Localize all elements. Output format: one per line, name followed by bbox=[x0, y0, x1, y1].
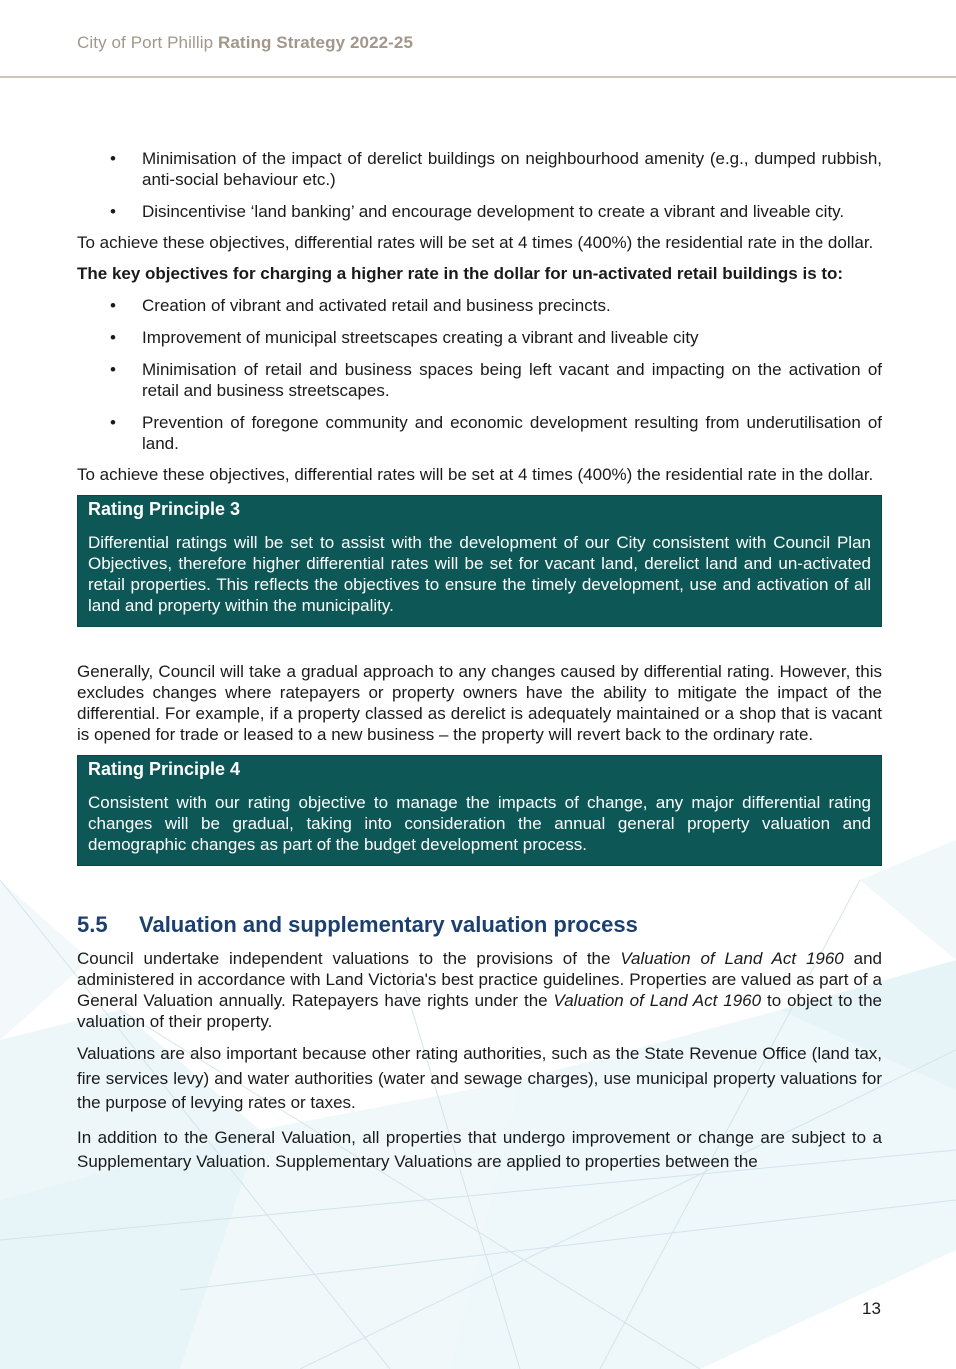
rating-principle-3-title: Rating Principle 3 bbox=[88, 499, 241, 519]
list-item: • Disincentivise ‘land banking’ and encourage development to create a vibrant and liveable city. bbox=[110, 202, 845, 221]
list-item: • Minimisation of retail and business spaces being left vacant and impacting on the activation of retail and business streetscapes. bbox=[110, 360, 882, 400]
page-header bbox=[0, 0, 956, 78]
section-title: Valuation and supplementary valuation process bbox=[139, 912, 638, 937]
page-number: 13 bbox=[862, 1299, 881, 1318]
header-org: City of Port Phillip bbox=[77, 33, 214, 52]
list-item: • Prevention of foregone community and economic development resulting from underutilisation of land. bbox=[110, 413, 882, 453]
rating-principle-4-title: Rating Principle 4 bbox=[88, 759, 241, 779]
rating-principle-4-body: Consistent with our rating objective to manage the impacts of change, any major differential rating changes will be gradual, taking into consideration the annual general property valuation and demographic changes as part of the budget development process. bbox=[88, 793, 871, 854]
bullet-icon: • bbox=[110, 296, 116, 315]
page-content bbox=[77, 148, 882, 1185]
paragraph-objectives-2: To achieve these objectives, differential rates will be set at 4 times (400%) the residential rate in the dollar. bbox=[77, 465, 874, 484]
paragraph-valuations-important: Valuations are also important because other rating authorities, such as the State Revenue Office (land tax, fire services levy) and water authorities (water and sewage charges), use municipal property valuations for the purpose of levying rates or taxes. bbox=[77, 1044, 882, 1112]
bullet-icon: • bbox=[110, 202, 116, 221]
paragraph-valuation: Council undertake independent valuations to the provisions of the Valuation of Land Act 1960 and administered in accordance with Land Victoria's best practice guidelines. Properties are valued as part of a General Valuation annually. Ratepayers have rights under the Valuation of Land Act 1960 to object to the valuation of their property. bbox=[77, 949, 882, 1031]
list-item: • Creation of vibrant and activated retail and business precincts. bbox=[110, 296, 611, 315]
bullet-icon: • bbox=[110, 149, 116, 168]
heading-unactivated-objectives: The key objectives for charging a higher rate in the dollar for un-activated retail buildings is to: bbox=[77, 264, 844, 283]
paragraph-gradual-approach: Generally, Council will take a gradual approach to any changes caused by differential rating. However, this excludes changes where ratepayers or property owners have the ability to mitigate the impact of the differential. For example, if a property classed as derelict is adequately maintained or a shop that is vacant is opened for trade or leased to a new business – the property will revert back to the ordinary rate. bbox=[77, 662, 882, 744]
list-item: • Minimisation of the impact of derelict buildings on neighbourhood amenity (e.g., dumped rubbish, anti-social behaviour etc.) bbox=[110, 149, 882, 189]
bullet-icon: • bbox=[110, 413, 116, 432]
bullet-list-retail bbox=[77, 295, 882, 454]
rating-principle-4-box bbox=[77, 755, 882, 866]
header-doc-title: Rating Strategy 2022-25 bbox=[218, 33, 414, 52]
section-heading bbox=[77, 912, 882, 938]
rating-principle-3-body: Differential ratings will be set to assist with the development of our City consistent with Council Plan Objectives, therefore higher differential rates will be set for vacant land, derelict land and un-activated retail properties. This reflects the objectives to ensure the timely development, use and activation of all land and property within the municipality. bbox=[88, 533, 871, 615]
paragraph-objectives-1: To achieve these objectives, differential rates will be set at 4 times (400%) the residential rate in the dollar. bbox=[77, 233, 874, 252]
act-reference: Valuation of Land Act 1960 bbox=[620, 949, 844, 968]
header-title bbox=[77, 33, 413, 53]
section-number: 5.5 bbox=[77, 912, 108, 937]
act-reference: Valuation of Land Act 1960 bbox=[553, 991, 762, 1010]
list-item: • Improvement of municipal streetscapes creating a vibrant and liveable city bbox=[110, 328, 699, 347]
rating-principle-3-box bbox=[77, 495, 882, 627]
paragraph-supplementary: In addition to the General Valuation, all properties that undergo improvement or change are subject to a Supplementary Valuation. Supplementary Valuations are applied to properties between the bbox=[77, 1127, 882, 1171]
bullet-list-derelict bbox=[77, 148, 882, 222]
bullet-icon: • bbox=[110, 328, 116, 347]
bullet-icon: • bbox=[110, 360, 116, 379]
